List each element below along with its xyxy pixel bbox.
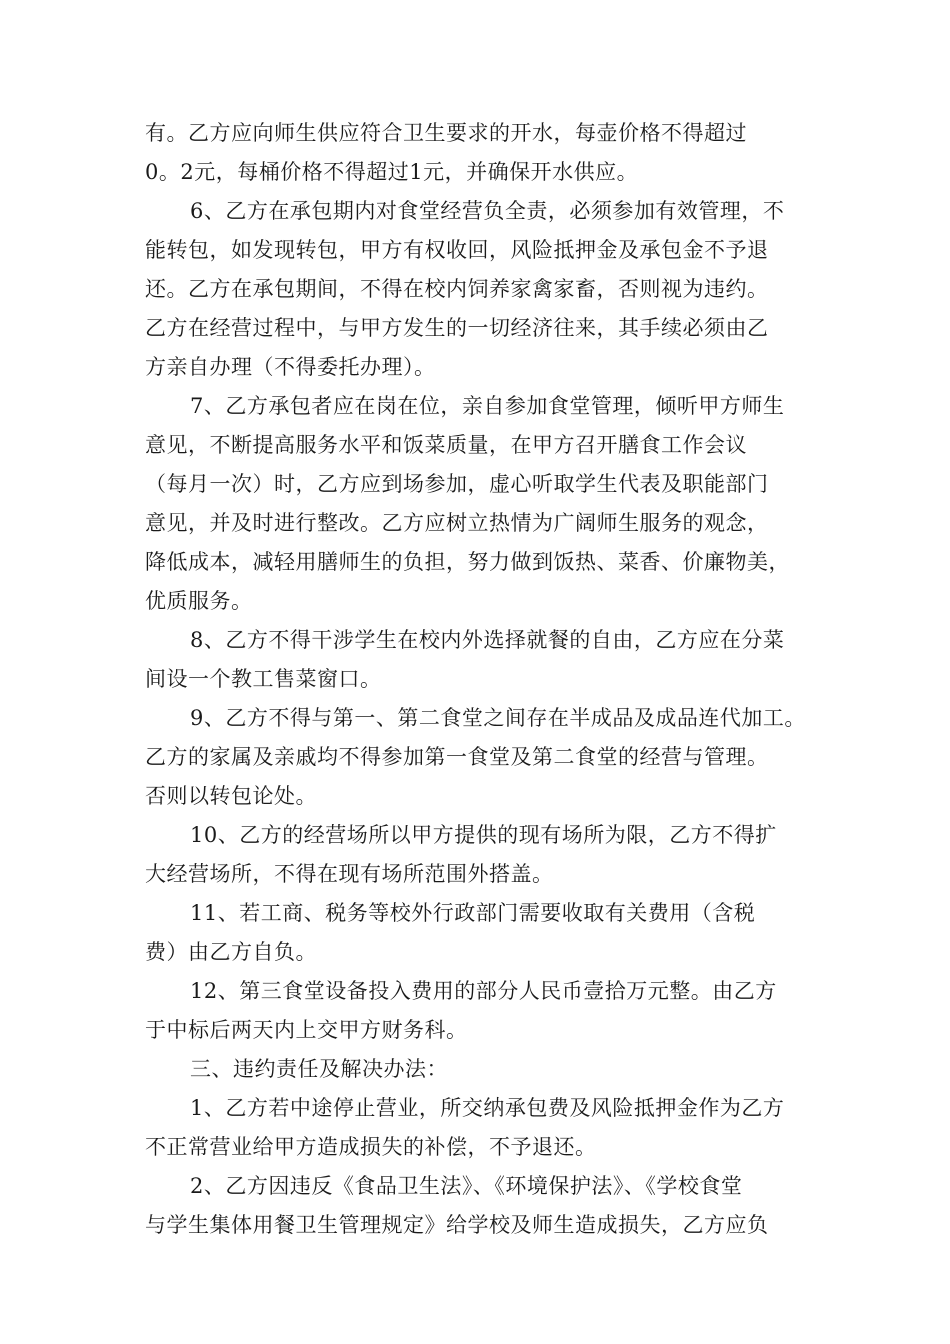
paragraph-11-start: 11、若工商、税务等校外行政部门需要收取有关费用（含税 <box>190 901 756 925</box>
text-line: 意见，并及时进行整改。乙方应树立热情为广阔师生服务的观念， <box>145 511 769 535</box>
text-line: 降低成本，减轻用膳师生的负担，努力做到饭热、菜香、价廉物美， <box>145 550 790 574</box>
text-line: 间设一个教工售菜窗口。 <box>145 667 382 691</box>
text-line: 方亲自办理（不得委托办理）。 <box>145 355 436 379</box>
text-line: 还。乙方在承包期间，不得在校内饲养家禽家畜，否则视为违约。 <box>145 277 769 301</box>
paragraph-12-start: 12、第三食堂设备投入费用的部分人民币壹拾万元整。由乙方 <box>190 979 777 1003</box>
paragraph-10-start: 10、乙方的经营场所以甲方提供的现有场所为限，乙方不得扩 <box>190 823 777 847</box>
paragraph-8-start: 8、乙方不得干涉学生在校内外选择就餐的自由，乙方应在分菜 <box>190 628 785 652</box>
clause-1-start: 1、乙方若中途停止营业，所交纳承包费及风险抵押金作为乙方 <box>190 1096 785 1120</box>
paragraph-7-start: 7、乙方承包者应在岗在位，亲自参加食堂管理，倾听甲方师生 <box>190 394 785 418</box>
text-line: 不正常营业给甲方造成损失的补偿，不予退还。 <box>145 1135 597 1159</box>
text-line: 有。乙方应向师生供应符合卫生要求的开水，每壶价格不得超过 <box>145 121 747 145</box>
text-line: 乙方在经营过程中，与甲方发生的一切经济往来，其手续必须由乙 <box>145 316 769 340</box>
text-line: 0。2元，每桶价格不得超过1元，并确保开水供应。 <box>145 160 639 184</box>
section-heading: 三、违约责任及解决办法： <box>190 1057 448 1081</box>
paragraph-9-start: 9、乙方不得与第一、第二食堂之间存在半成品及成品连代加工。 <box>190 706 806 730</box>
paragraph-6-start: 6、乙方在承包期内对食堂经营负全责，必须参加有效管理，不 <box>190 199 785 223</box>
text-line: 否则以转包论处。 <box>145 784 317 808</box>
text-line: 能转包，如发现转包，甲方有权收回，风险抵押金及承包金不予退 <box>145 238 769 262</box>
text-line: （每月一次）时，乙方应到场参加，虚心听取学生代表及职能部门 <box>145 472 769 496</box>
text-line: 优质服务。 <box>145 589 253 613</box>
text-line: 于中标后两天内上交甲方财务科。 <box>145 1018 468 1042</box>
text-line: 大经营场所，不得在现有场所范围外搭盖。 <box>145 862 554 886</box>
text-line: 与学生集体用餐卫生管理规定》给学校及师生造成损失，乙方应负 <box>145 1213 769 1237</box>
text-line: 费）由乙方自负。 <box>145 940 317 964</box>
text-line: 意见，不断提高服务水平和饭菜质量，在甲方召开膳食工作会议 <box>145 433 747 457</box>
text-line: 乙方的家属及亲戚均不得参加第一食堂及第二食堂的经营与管理。 <box>145 745 769 769</box>
clause-2-start: 2、乙方因违反《食品卫生法》、《环境保护法》、《学校食堂 <box>190 1174 743 1198</box>
